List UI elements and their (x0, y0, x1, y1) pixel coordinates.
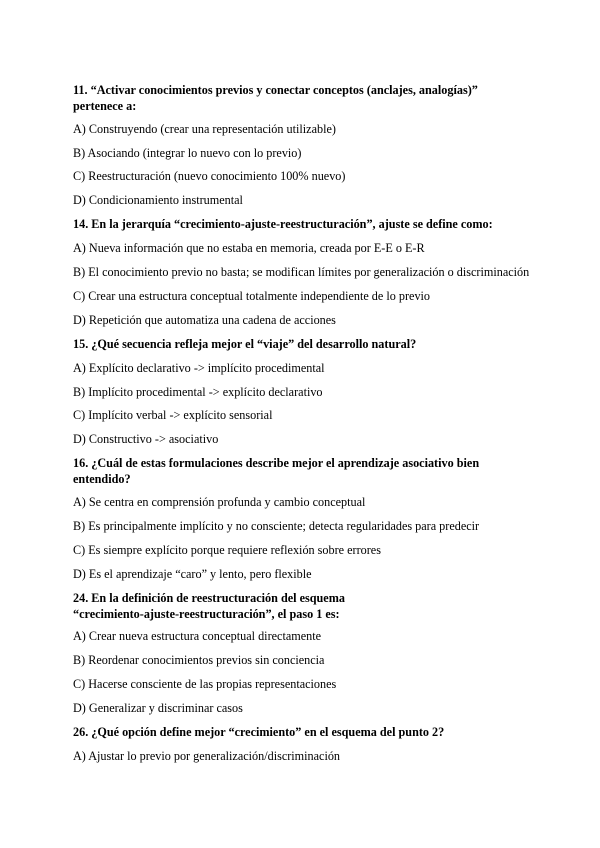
question-26-title: 26. ¿Qué opción define mejor “crecimiento” en el esquema del punto 2? (73, 725, 445, 739)
question-15-option-b: B) Implícito procedimental -> explícito declarativo (73, 385, 323, 399)
question-16-option-a: A) Se centra en comprensión profunda y cambio conceptual (73, 495, 366, 509)
question-15-option-d: D) Constructivo -> asociativo (73, 432, 219, 446)
question-24-option-d: D) Generalizar y discriminar casos (73, 701, 243, 715)
question-16-title: 16. ¿Cuál de estas formulaciones describe mejor el aprendizaje asociativo bien entendido? (73, 456, 480, 486)
question-24-option-c: C) Hacerse consciente de las propias representaciones (73, 677, 337, 691)
question-14-option-b: B) El conocimiento previo no basta; se modifican límites por generalización o discriminación (73, 265, 530, 279)
question-15-title: 15. ¿Qué secuencia refleja mejor el “viaje” del desarrollo natural? (73, 337, 417, 351)
question-15 (73, 336, 533, 352)
question-26-option-a: A) Ajustar lo previo por generalización/discriminación (73, 749, 341, 763)
question-24-option-b: B) Reordenar conocimientos previos sin conciencia (73, 653, 325, 667)
question-11-option-b: B) Asociando (integrar lo nuevo con lo previo) (73, 146, 302, 160)
question-11-option-a: A) Construyendo (crear una representación utilizable) (73, 122, 336, 136)
question-26 (73, 724, 533, 740)
question-15-option-c: C) Implícito verbal -> explícito sensorial (73, 408, 273, 422)
question-16-option-d: D) Es el aprendizaje “caro” y lento, pero flexible (73, 567, 312, 581)
question-11 (73, 82, 533, 114)
question-16-option-c: C) Es siempre explícito porque requiere reflexión sobre errores (73, 543, 381, 557)
question-24-title: 24. En la definición de reestructuración del esquema “crecimiento-ajuste-reestructuración”, el paso 1 es: (73, 591, 345, 621)
question-11-title: 11. “Activar conocimientos previos y conectar conceptos (anclajes, analogías)” pertenece a: (73, 83, 478, 113)
question-15-option-a: A) Explícito declarativo -> implícito procedimental (73, 361, 325, 375)
question-11-option-c: C) Reestructuración (nuevo conocimiento 100% nuevo) (73, 169, 346, 183)
question-24 (73, 590, 533, 622)
question-14 (73, 216, 533, 232)
question-16 (73, 455, 533, 487)
question-16-option-b: B) Es principalmente implícito y no consciente; detecta regularidades para predecir (73, 519, 480, 533)
question-14-option-d: D) Repetición que automatiza una cadena de acciones (73, 313, 336, 327)
question-14-option-a: A) Nueva información que no estaba en memoria, creada por E-E o E-R (73, 241, 425, 255)
question-14-option-c: C) Crear una estructura conceptual totalmente independiente de lo previo (73, 289, 431, 303)
question-14-title: 14. En la jerarquía “crecimiento-ajuste-reestructuración”, ajuste se define como: (73, 217, 493, 231)
question-11-option-d: D) Condicionamiento instrumental (73, 193, 243, 207)
question-24-option-a: A) Crear nueva estructura conceptual directamente (73, 629, 322, 643)
